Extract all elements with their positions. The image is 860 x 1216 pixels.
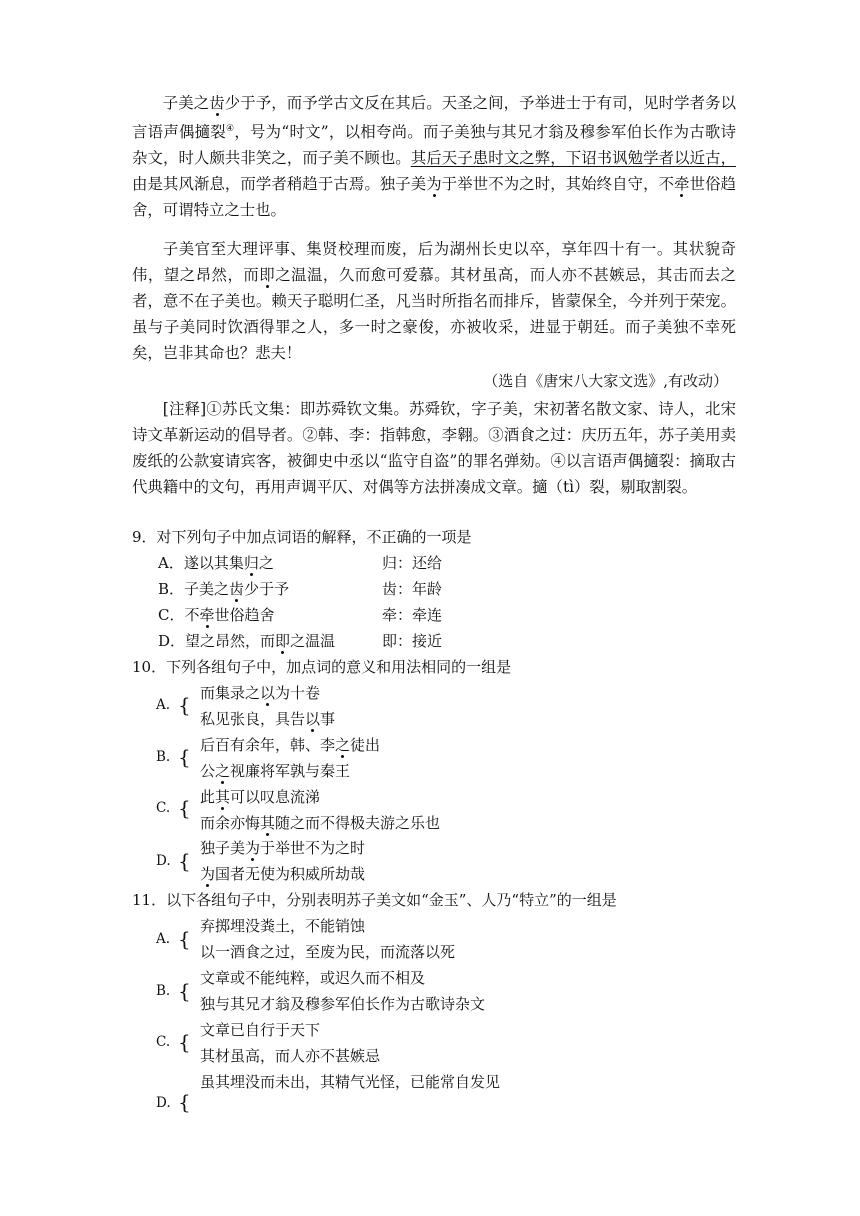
brace-icon: {	[178, 1090, 191, 1114]
q11-option-a-label: A.	[156, 931, 171, 947]
dotted-char: 牵	[674, 175, 690, 194]
q11-option-b-line1: 文章或不能纯粹，或迟久而不相及	[200, 969, 426, 987]
annotations: [注释]①苏氏文集：即苏舜钦文集。苏舜钦，字子美，宋初著名散文家、诗人，北宋诗文革新运动的倡导者。②韩、李：指韩愈，李翱。③酒食之过：庆历五年，苏子美用卖废纸的公款宴请宾客，被御史中丞以“监守自盗”的罪名弹劾。④以言语声偶擿裂：摘取古代典籍中的文句，再用声调平仄、对偶等方法拼凑成文章。擿（tì）裂，剔取割裂。	[132, 400, 736, 496]
q10-option-d-label: D.	[156, 853, 171, 869]
q10-option-d-line2: 为国者无使为积威所劫哉	[200, 865, 366, 883]
q11-option-c-label: C.	[156, 1034, 171, 1050]
q11-option-d-line1: 虽其埋没而未出，其精气光怪，已能常自发见	[200, 1073, 501, 1091]
brace-icon: {	[178, 927, 191, 951]
q9-option-d: D．望之昂然，而即之温温	[158, 632, 336, 650]
dotted-char: 为	[426, 175, 442, 194]
q9-option-a: A．遂以其集归之	[158, 554, 274, 572]
q10-option-a-line2: 私见张良，具告以事	[200, 710, 336, 728]
q11-option-b-label: B.	[156, 983, 171, 999]
q10-option-c-label: C.	[156, 800, 171, 816]
q11-option-a-line2: 以一酒食之过，至废为民，而流落以死	[200, 943, 456, 961]
q11-option-c-line1: 文章已自行于天下	[200, 1021, 321, 1039]
brace-icon: {	[178, 745, 191, 769]
passage-paragraph-2: 子美官至大理评事、集贤校理而废，后为湖州长史以卒，享年四十有一。其状貌奇伟，望之昂然，而即之温温，久而愈可爱慕。其材虽高，而人亦不甚嫉忌，其击而去之者，意不在子美也。赖天子聪明仁圣，凡当时所指名而排斥，皆蒙保全，今并列于荣宠。虽与子美同时饮酒得罪之人，多一时之豪俊，亦被收采，进显于朝廷。而子美独不幸死矣，岂非其命也？悲夫！	[132, 240, 736, 362]
brace-icon: {	[178, 693, 191, 717]
q9-gloss-c: 牵：牵连	[382, 606, 443, 624]
q10-option-d-line1: 独子美为于举世不为之时	[200, 839, 366, 857]
footnote-marker: ④	[226, 124, 235, 134]
brace-icon: {	[178, 1030, 191, 1054]
q10-option-a-label: A.	[156, 697, 171, 713]
underlined-sentence: 其后天子患时文之弊，下诏书讽勉学者以近古，	[410, 149, 736, 168]
q10-option-b-label: B.	[156, 749, 171, 765]
q10-option-a-line1: 而集录之以为十卷	[200, 684, 321, 702]
source-citation: （选自《唐宋八大家文选》,有改动）	[483, 372, 728, 390]
question-9-stem: 9．对下列句子中加点词语的解释，不正确的一项是	[132, 528, 472, 546]
dotted-char: 即	[259, 266, 276, 284]
brace-icon: {	[178, 796, 191, 820]
q11-option-c-line2: 其材虽高，而人亦不甚嫉忌	[200, 1047, 381, 1065]
brace-icon: {	[178, 849, 191, 873]
q11-option-b-line2: 独与其兄才翁及穆参军伯长作为古歌诗杂文	[200, 995, 486, 1013]
brace-icon: {	[178, 979, 191, 1003]
question-10-stem: 10．下列各组句子中，加点词的意义和用法相同的一组是	[132, 658, 512, 676]
q10-option-c-line2: 而余亦悔其随之而不得极夫游之乐也	[200, 814, 441, 832]
q10-option-b-line1: 后百有余年，韩、李之徒出	[200, 736, 381, 754]
q10-option-c-line1: 此其可以叹息流涕	[200, 788, 321, 806]
dotted-char: 齿	[209, 94, 225, 112]
q11-option-d-label: D.	[156, 1095, 171, 1111]
q9-option-b: B．子美之齿少于予	[158, 580, 290, 598]
q11-option-a-line1: 弃掷埋没粪土，不能销蚀	[200, 917, 366, 935]
q9-option-c: C．不牵世俗趋舍	[158, 606, 275, 624]
question-11-stem: 11．以下各组句子中，分别表明苏子美文如“金玉”、人乃“特立”的一组是	[132, 891, 617, 909]
passage-paragraph-1: 子美之齿少于予，而予学古文反在其后。天圣之间，予举进士于有司，见时学者务以言语声偶擿裂④，号为“时文”，以相夸尚。而子美独与其兄才翁及穆参军伯长作为古歌诗杂文，时人颇共非笑之，而子美不顾也。其后天子患时文之弊，下诏书讽勉学者以近古，由是其风渐息，而学者稍趋于古焉。独子美为于举世不为之时，其始终自守，不牵世俗趋舍，可谓特立之士也。	[132, 94, 736, 220]
q10-option-b-line2: 公之视廉将军孰与秦王	[200, 762, 351, 780]
q9-gloss-d: 即：接近	[382, 632, 443, 650]
q9-gloss-a: 归：还给	[382, 554, 443, 572]
q9-gloss-b: 齿：年龄	[382, 580, 443, 598]
